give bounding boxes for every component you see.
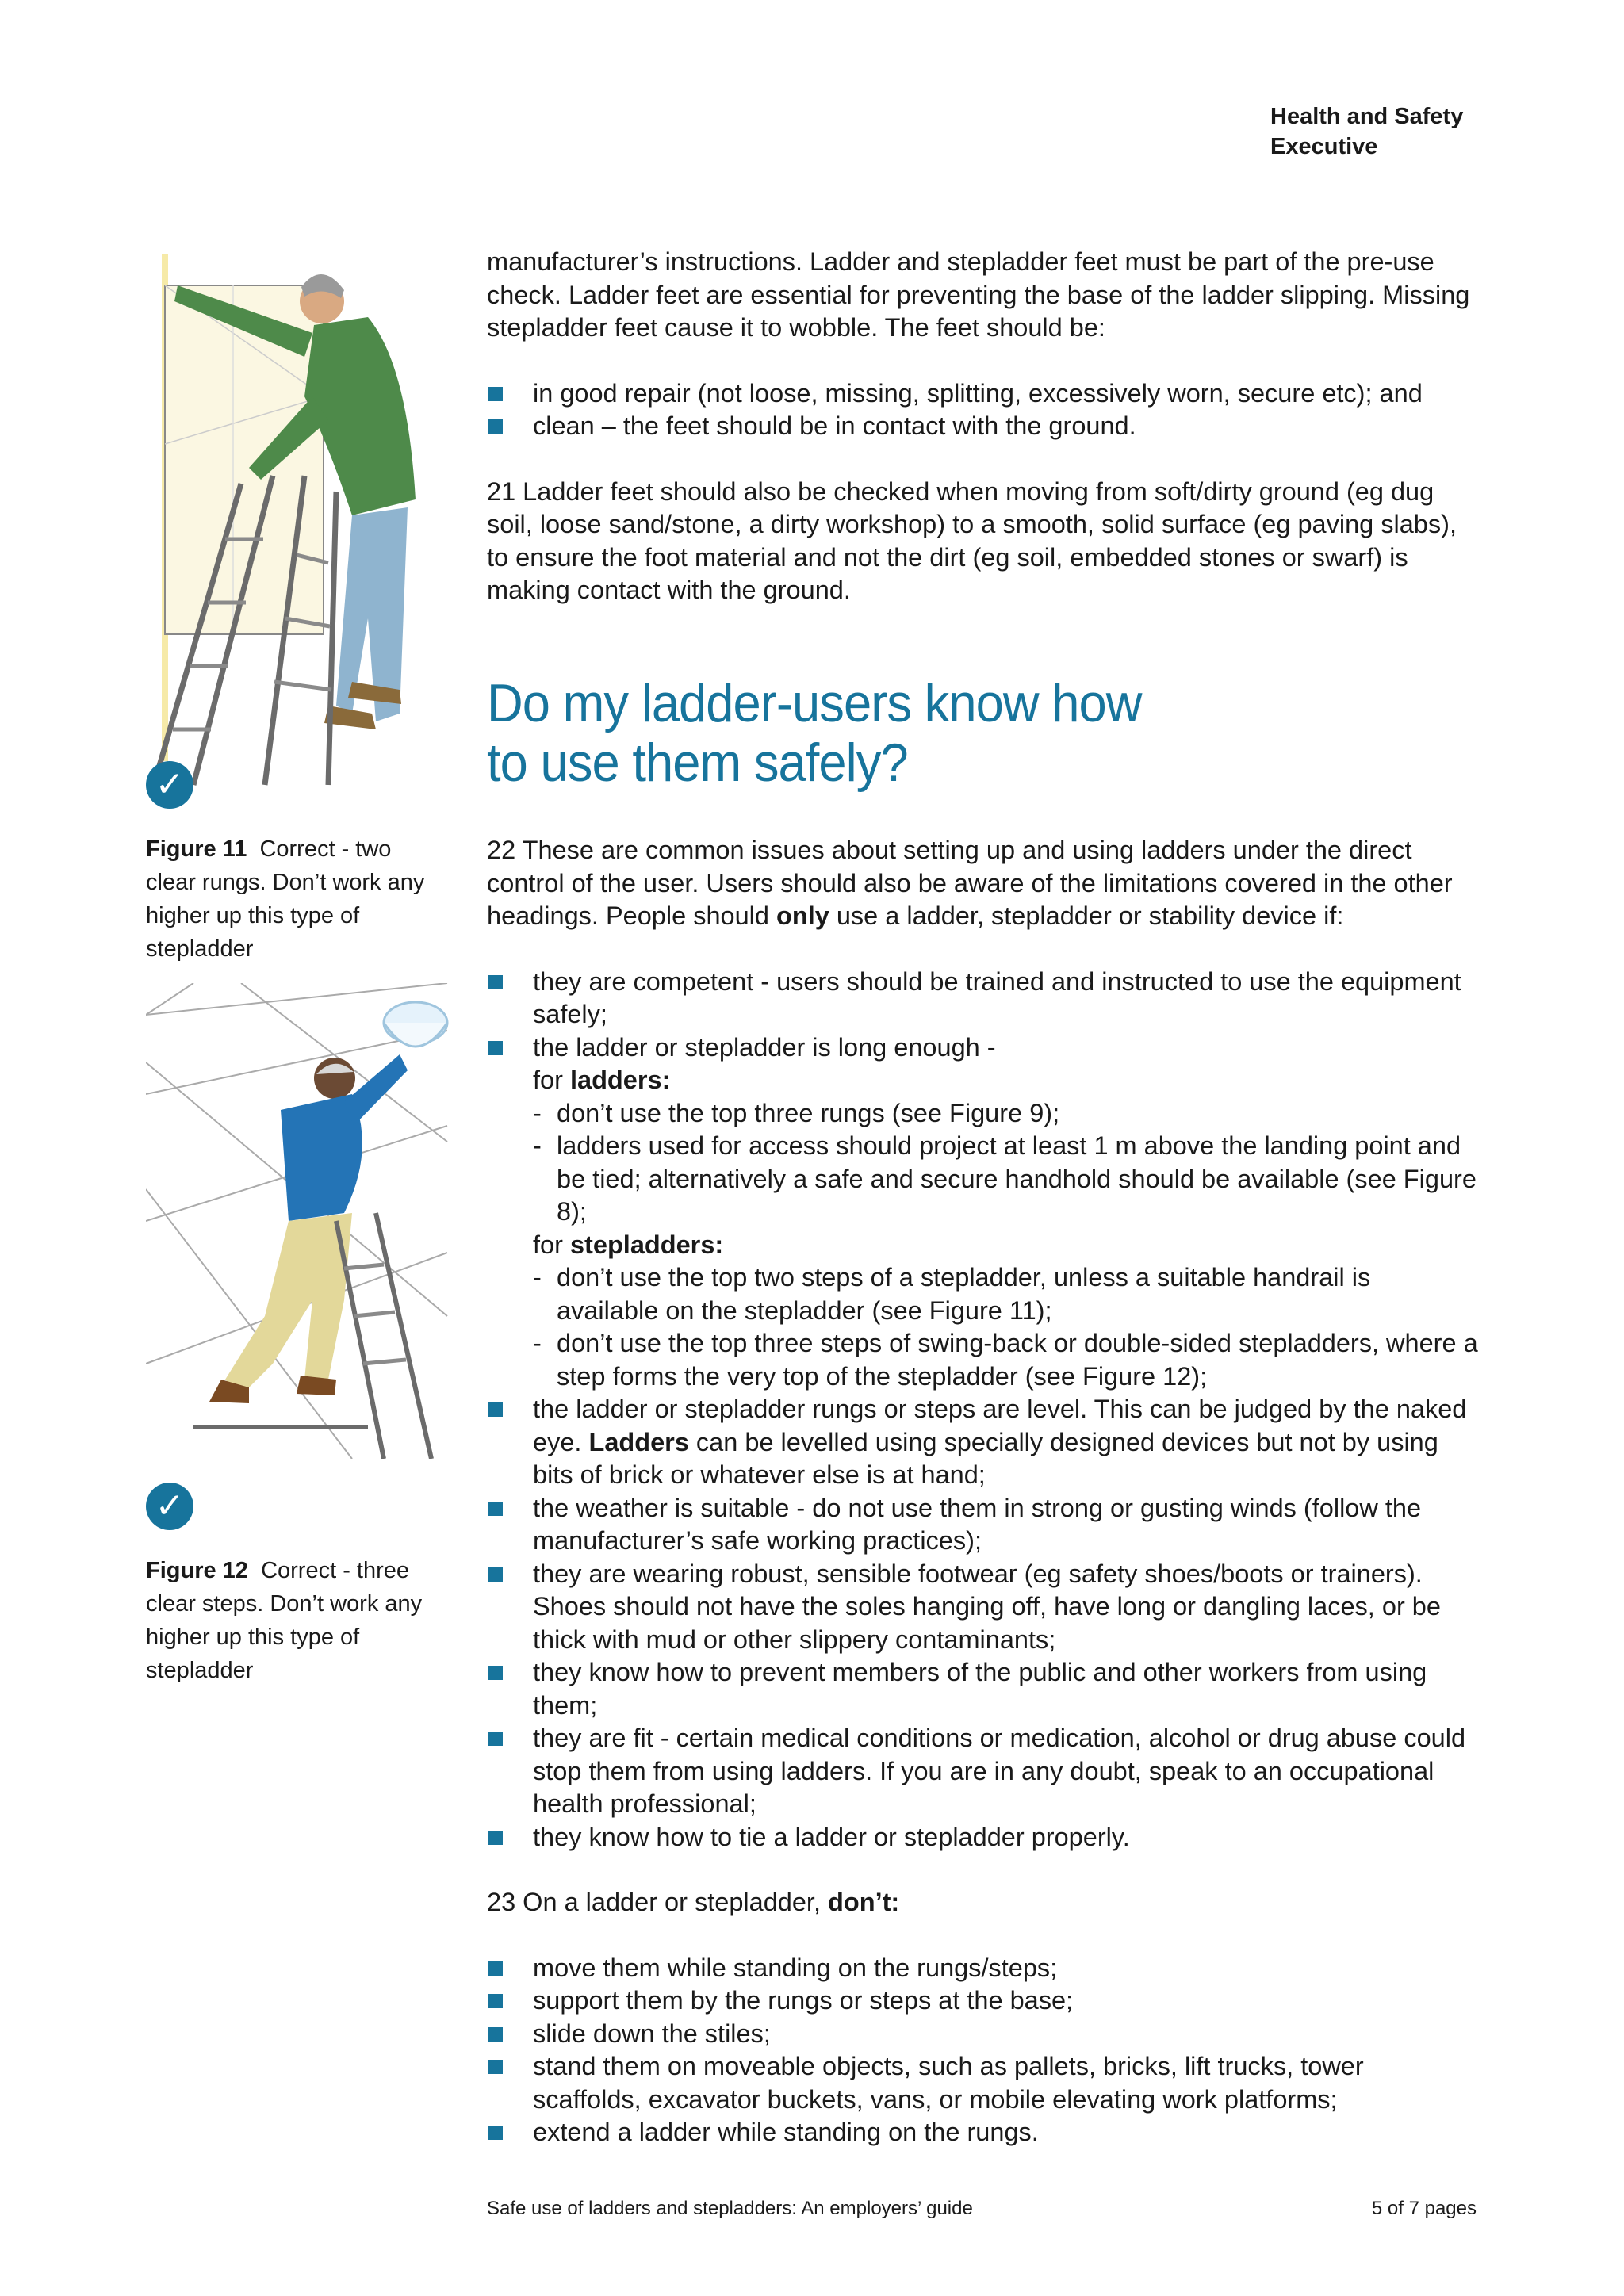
list-item: support them by the rungs or steps at the base; xyxy=(487,1984,1478,2018)
figure-11-caption xyxy=(146,832,439,966)
stepladders-label: stepladders: xyxy=(569,1230,724,1259)
figure-12-caption xyxy=(146,1554,439,1687)
list-item: extend a ladder while standing on the rungs. xyxy=(487,2116,1478,2149)
list-item: the ladder or stepladder rungs or steps are level. This can be judged by the naked eye. Ladders can be levelled using specially designed devices but not by using bits of brick or whatever else is at hand; xyxy=(487,1393,1478,1492)
figure-11-text: Correct - two clear rungs. Don’t work any higher up this type of stepladder xyxy=(146,836,425,962)
checkmark-icon: ✓ xyxy=(146,761,193,809)
figure-11-illustration xyxy=(146,238,463,793)
list-item: the ladder or stepladder is long enough - for ladders: - don’t use the top three rungs (see Figure 9); - ladders used for access should project at least 1 m above the landing point and be tied; alternatively a safe and secure handhold should be available (see Figure 8); for stepladders: - don’t use the top two steps of a stepladder, unless a suitable handrail is available on the stepladder (see Figure 11); - don’t use the top three steps of swing-back or double-sided stepladders, where a step forms the very top of the stepladder (see Figure 12); xyxy=(487,1031,1478,1394)
figure-12-text: Correct - three clear steps. Don’t work any higher up this type of stepladder xyxy=(146,1558,423,1683)
footer-title: Safe use of ladders and stepladders: An employers’ guide xyxy=(487,2198,973,2219)
list-item: they are wearing robust, sensible footwear (eg safety shoes/boots or trainers). Shoes should not have the soles hanging off, have long or dangling laces, or be thick with mud or other slippery contaminants; xyxy=(487,1558,1478,1657)
org-line-2: Executive xyxy=(1270,134,1378,159)
section-heading xyxy=(487,674,1409,793)
list-item: move them while standing on the rungs/steps; xyxy=(487,1952,1478,1985)
list-item: they know how to tie a ladder or stepladder properly. xyxy=(487,1821,1478,1854)
paragraph-23: 23 On a ladder or stepladder, don’t: xyxy=(487,1888,900,1916)
intro-section xyxy=(487,246,1478,607)
paragraph-22: 22 These are common issues about setting up and using ladders under the direct control of the user. Users should also be aware of the limitations covered in the other headings. People should only use a ladder, stepladder or stability device if: xyxy=(487,836,1453,930)
page-number: 5 of 7 pages xyxy=(1371,2198,1477,2219)
sub-item: - don’t use the top three steps of swing-back or double-sided stepladders, where a step forms the very top of the stepladder (see Figure 12); xyxy=(533,1329,1478,1391)
ladders-label: ladders: xyxy=(569,1066,671,1094)
feet-bullets xyxy=(487,377,1478,443)
heading-line-2: to use them safely? xyxy=(487,733,908,793)
heading-line-1: Do my ladder-users know how xyxy=(487,673,1142,733)
figure-12-illustration xyxy=(146,983,463,1459)
figure-11-label: Figure 11 xyxy=(146,836,247,862)
list-item: they are fit - certain medical conditions or medication, alcohol or drug abuse could stop them from using ladders. If you are in any doubt, speak to an occupational health professional; xyxy=(487,1722,1478,1821)
organisation-name xyxy=(1270,101,1508,162)
list-item: the weather is suitable - do not use them in strong or gusting winds (follow the manufacturer’s safe working practices); xyxy=(487,1492,1478,1558)
org-line-1: Health and Safety xyxy=(1270,104,1464,129)
list-item: they know how to prevent members of the public and other workers from using them; xyxy=(487,1656,1478,1722)
list-item: in good repair (not loose, missing, splitting, excessively worn, secure etc); and xyxy=(487,377,1478,411)
list-item: slide down the stiles; xyxy=(487,2018,1478,2051)
list-item: they are competent - users should be trained and instructed to use the equipment safely; xyxy=(487,966,1478,1031)
sub-item: - don’t use the top three rungs (see Figure 9); xyxy=(533,1098,1060,1127)
checkmark-icon: ✓ xyxy=(146,1483,193,1530)
section-22 xyxy=(487,834,1478,2149)
list-item: stand them on moveable objects, such as pallets, bricks, lift trucks, tower scaffolds, excavator buckets, vans, or mobile elevating work platforms; xyxy=(487,2050,1478,2116)
competence-list xyxy=(487,966,1478,1854)
paragraph-21: 21 Ladder feet should also be checked when moving from soft/dirty ground (eg dug soil, loose sand/stone, a dirty workshop) to a smooth, solid surface (eg paving slabs), to ensure the foot material and not the dirt (eg soil, embedded stones or swarf) is making contact with the ground. xyxy=(487,476,1457,604)
figure-12-label: Figure 12 xyxy=(146,1558,248,1583)
intro-paragraph: manufacturer’s instructions. Ladder and stepladder feet must be part of the pre-use check. Ladder feet are essential for preventing the base of the ladder slipping. Missing stepladder feet cause it to wobble. The feet should be: xyxy=(487,247,1470,342)
sub-item: - don’t use the top two steps of a stepladder, unless a suitable handrail is available on the stepladder (see Figure 11); xyxy=(533,1263,1371,1325)
sub-item: - ladders used for access should project at least 1 m above the landing point and be tied; alternatively a safe and secure handhold should be available (see Figure 8); xyxy=(533,1131,1477,1226)
list-item: clean – the feet should be in contact with the ground. xyxy=(487,410,1478,443)
dont-list xyxy=(487,1952,1478,2149)
